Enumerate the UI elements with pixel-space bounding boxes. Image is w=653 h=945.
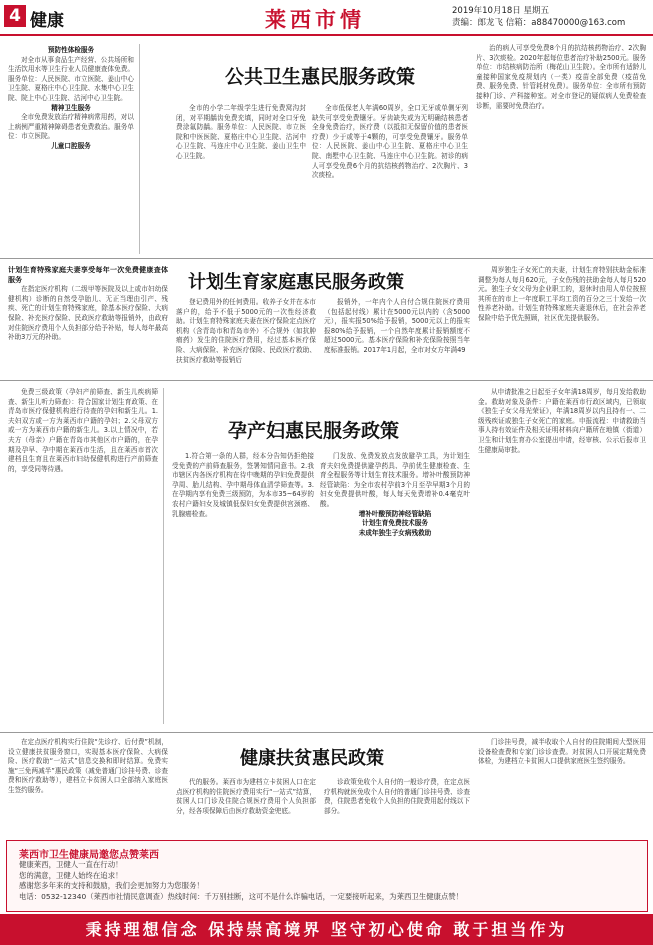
notice-body [19,860,463,902]
notice-box [6,840,648,912]
paragraph: 门诊挂号费，减半收取个人自付的住院期间大型医用设备检查费和专家门诊诊查费。对贫困人口开展定期免费体检，为建档立卡贫困人口提供家庭医生签约服务。 [478,738,646,766]
notice-line: 电话：0532-12340（莱西市社情民意调查）热线时间：千万别挂断，这可不是什么诈骗电话，一定要接听起来，为莱西卫生健康点赞！ [19,891,464,901]
article-column [176,104,306,256]
notice-title: 莱西市卫生健康局邀您点赞莱西 [19,850,159,861]
article-column [324,778,470,834]
issue-date: 2019年10月18日 星期五 [452,6,549,16]
paragraph: 报销外，一年内个人自付合规住院医疗费用（包括起付线）累计在5000元以内的（含5000元），报实报50%给予报销，5000元以上的报实报80%给予报销，一个自然年度累计报销额度不超过5000元。基本医疗保险和补充保险按照当年度标准报销。2017年1月起，全市对女方年满49 [324,298,470,354]
section-name: 健康 [30,11,64,31]
article-column [172,452,314,726]
article-poverty-health [0,734,653,836]
masthead-logo: 莱西市情 [265,7,365,32]
article-column [8,738,168,834]
subheading: 计划生育免费技术服务 [362,519,428,528]
notice-line: 感谢您多年来的支持和鼓励，我们会更加努力为您服务！ [19,881,204,890]
article-column [478,388,646,726]
paragraph: 全市免费发放治疗精神病常用药，对以上病例严重精神障碍患者免费救治。服务单位：市立医院。 [8,113,134,141]
article-title: 健康扶贫惠民政策 [240,748,384,769]
article-column [8,266,168,376]
paragraph: 1.符合第一条的人群，经本分告知仍拒绝接受免费的产前筛查服务，签署知情同意书。2.我市辖区内各医疗机构在待中晚期的孕妇免费提供孕周、胎儿结构、孕中期母体血清学筛查等。3.在孕期内享有免费三级预防，为本市35~64岁的农村户籍妇女及城镇低保妇女免费提供宫颈癌、乳腺癌检查。 [172,452,314,518]
paragraph: 对全市从事食品生产经营、公共场所和生活饮用水等卫生行业人员健康查体免费。服务单位：人民医院、市立医院、姜山中心卫生院、夏格庄中心卫生院、水集中心卫生院、院上中心卫生院、沽河中心卫生院。 [8,55,134,102]
article-column [176,778,316,834]
article-public-health [0,36,653,259]
lead-heading: 计划生育特殊家庭夫妻享受每年一次免费健康查体服务 [8,266,168,284]
page-number: 4 [4,5,26,27]
article-title: 公共卫生惠民服务政策 [225,66,416,88]
article-column [478,266,646,376]
article-title: 孕产妇惠民服务政策 [228,420,400,442]
paragraph: 门发放、免费发放点发放避孕工具，为计划生育夫妇免费提供避孕药具、孕前优生健康检查、生育全程服务等计划生育技术服务。增补叶酸预防神经管缺陷：为全市农村孕前3个月至孕早期3个月的妇女免费提供叶酸，每人每天免费增补0.4毫克叶酸。 [320,452,470,508]
subheading: 增补叶酸预防神经管缺陷 [358,509,432,518]
notice-line: 健康莱西，卫健人一直在行动！ [19,860,123,869]
column-divider [163,388,164,724]
paragraph: 从申请批准之日起至子女年满18周岁，每月发给救助金。救助对象及条件：户籍在莱西市行政区域内，已领取《独生子女父母光荣证》，年满18周岁以内且持有一、二级残疾证或独生子女死亡的家庭。申报流程：申请救助当事人持有效证件及相关证明材料向户籍所在地镇（街道）卫生和计划生育办公室提出申请，经审核、公示后报市卫生健康局审批。 [478,388,646,454]
subheading: 未成年独生子女病残救助 [358,528,432,537]
editor-contact: 责编：郎龙飞 信箱：a88470000@163.com [452,18,626,28]
article-column [324,298,470,376]
article-column [476,44,646,256]
notice-line: 您的满意，卫健人始终在追求！ [19,870,123,880]
article-column [8,46,134,254]
paragraph: 在指定医疗机构（二级甲等医院及以上或市妇幼保健机构）诊断的自然受孕胎儿、无正当理由引产、残疾、死亡的计划生育特殊家庭，除基本医疗保险、大病保险、补充医疗保险、民政医疗救助等报销外，由政府对住院医疗费用个人负担部分给予补贴，每人每年最高补助3万元的补助。 [8,285,168,342]
subheading: 预防性体检服务 [47,46,95,54]
page-header [0,0,653,36]
paragraph: 诊政策免收个人自付的一般诊疗费，在定点医疗机构就医免收个人自付的普通门诊挂号费、诊查费，住院患者免收个人负担的住院费用起付线以下部分。 [324,778,470,815]
article-title: 计划生育家庭惠民服务政策 [188,272,404,293]
paragraph: 在定点医疗机构实行住院“先诊疗、后付费”机制，设立健康扶贫服务窗口，实现基本医疗保险、大病保险、医疗救助“一站式”信息交换和即时结算。免费实施“三免两减半”惠民政策（减免普通门诊挂号费、诊查费和医疗救助等），建档立卡贫困人口全部纳入家庭医生签约服务。 [8,738,168,794]
paragraph: 全市低保老人年满60周岁，全口无牙或单侧牙列缺失可享受免费镶牙。牙齿缺失或为无明确结核患者全身免费治疗，医疗费（以抵扣无保留价值的患者医疗费）少于或等于4颗的，可享受免费镶牙。服务单位：人民医院、姜山中心卫生院、夏格庄中心卫生院、南墅中心卫生院、马连庄中心卫生院。初诊的病人可享受免费6个月的抗结核药物治疗、2次胸片、3次痰检。 [312,104,468,180]
paragraph: 代的服务。莱西市为建档立卡贫困人口在定点医疗机构的住院医疗费用实行“一站式”结算，贫困人口门诊及住院合规医疗费用个人负担部分，经各项保障后由医疗救助资金兜底。 [176,778,316,815]
slogan-banner: 秉持理想信念 保持崇高境界 坚守初心使命 敢于担当作为 [0,914,653,945]
subheading: 儿童口腔服务 [51,141,91,150]
paragraph: 周岁独生子女死亡的夫妻，计划生育特别扶助金标准调整为每人每月620元，子女伤残的扶助金每人每月520元。独生子女父母为企业职工的，退休时由用人单位按照其所在的市上一年度职工平均工资的百分之三十发给一次性养老补助。计划生育特殊家庭夫妻退休后，在社会养老保险中给予优先照顾，社区优先提供服务。 [478,266,646,322]
article-column [8,388,158,726]
column-divider [139,44,140,254]
subheading: 精神卫生服务 [51,103,91,112]
article-family-planning [0,260,653,381]
paragraph: 治的病人可享受免费8个月的抗结核药物治疗、2次胸片、3次痰检。2020年起每位患者治疗补助2500元。服务单位：市结核病防治所（梅花山卫生院）。全市所有适龄儿童接种国家免疫规划内（一类）疫苗全部免费（疫苗免费、服务免费、针管耗材免费）。服务单位：全市所有预防接种门诊、产科接种室。对全市登记的疑似病人免费检查诊断，需要时免费治疗。 [476,44,646,110]
article-maternal [0,382,653,733]
paragraph: 全市的小学二年级学生进行免费窝沟封闭，对平期龋齿免费充填，同时对全口牙免费涂氟防龋。服务单位：人民医院、市立医院和中医医院、夏格庄中心卫生院、沽河中心卫生院、马连庄中心卫生院、姜山卫生中心卫生院。 [176,104,306,160]
paragraph: 登记费用外的任何费用。收养子女并在本市落户的，给予不低于5000元的一次性经济救助。计划生育特殊家庭夫妻在医疗保险定点医疗机构（含青岛市和青岛市外）不合规外（如抗肿瘤药）发生的住院医疗费用，经过基本医疗保险、大病保险、补充医疗保险、民政医疗救助、扶贫医疗救助等报销后 [176,298,316,364]
article-column [478,738,646,834]
article-column [312,104,468,256]
issue-info [452,5,625,29]
paragraph: 免费三级政策（孕妇产前筛查、新生儿疾病筛查、新生儿听力筛查）：符合国家计划生育政策、在青岛市医疗保健机构进行待查的孕妇和新生儿。1.夫妇双方或一方为莱西市户籍的孕妇；2.父母双方或一方为莱西市户籍的新生儿。3.以上情况中，若夫方（母亲）户籍在青岛市其他区市户籍的，在孕期及孕早、孕中期在莱西市生活，且在莱西市首次建档且生育且在莱西市妇幼保健机构进行产前筛查的，享受同等待遇。 [8,388,158,473]
article-column [320,452,470,726]
article-column [176,298,316,376]
